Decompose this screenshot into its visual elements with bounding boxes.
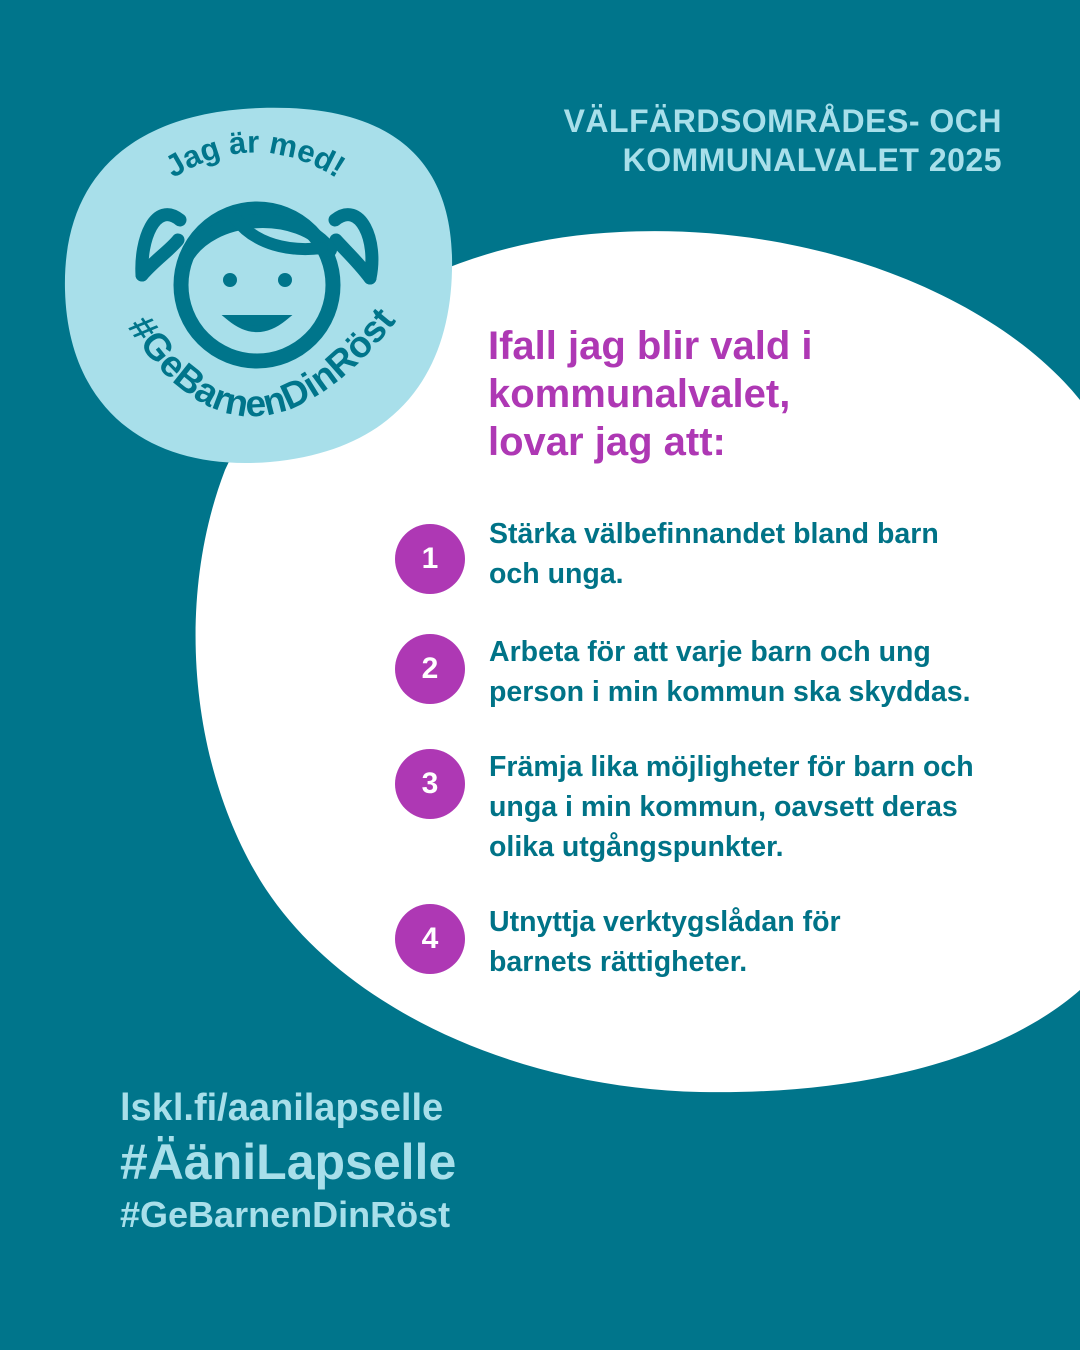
badge-top-text: Jag är med! [159,124,352,185]
hashtag-gebarnendinrost: #GeBarnenDinRöst [120,1194,451,1235]
election-header-line1: VÄLFÄRDSOMRÅDES- OCH [563,103,1002,139]
pledge-text-line1: Främja lika möjligheter för barn och [489,751,974,783]
pledge-title-line3: lovar jag att: [488,420,726,464]
footer [120,1085,456,1237]
pledge-title-line2: kommunalvalet, [488,372,791,416]
pledge-text-line2: barnets rättigheter. [489,946,748,978]
pledge-number-badge: 3 [395,749,465,819]
campaign-url-link[interactable]: lskl.fi/aanilapselle [120,1087,444,1129]
pledge-text-line1: Utnyttja verktygslådan för [489,906,841,938]
pledge-text-line2: och unga. [489,558,624,590]
hashtag-aanilapselle: #ÄäniLapselle [120,1134,457,1190]
pledge-title-line1: Ifall jag blir vald i [488,324,813,368]
pledge-number-badge: 4 [395,904,465,974]
pledge-text-line3: olika utgångspunkter. [489,831,784,863]
election-header [564,102,1002,180]
pledge-text-line1: Arbeta för att varje barn och ung [489,636,931,668]
badge-bottom-text: #GeBarnenDinRöst [120,299,403,425]
pledge-text [489,514,1029,594]
pledge-number-badge: 1 [395,524,465,594]
pledge-number-badge: 2 [395,634,465,704]
pledge-title [488,322,813,466]
pledge-text [489,902,1029,982]
election-header-line2: KOMMUNALVALET 2025 [622,142,1002,178]
pledge-text [489,632,1029,712]
pledge-text-line2: unga i min kommun, oavsett deras [489,791,958,823]
pledge-text-line2: person i min kommun ska skyddas. [489,676,971,708]
badge [60,100,460,470]
pledge-text-line1: Stärka välbefinnandet bland barn [489,518,939,550]
pledge-text [489,747,1029,867]
